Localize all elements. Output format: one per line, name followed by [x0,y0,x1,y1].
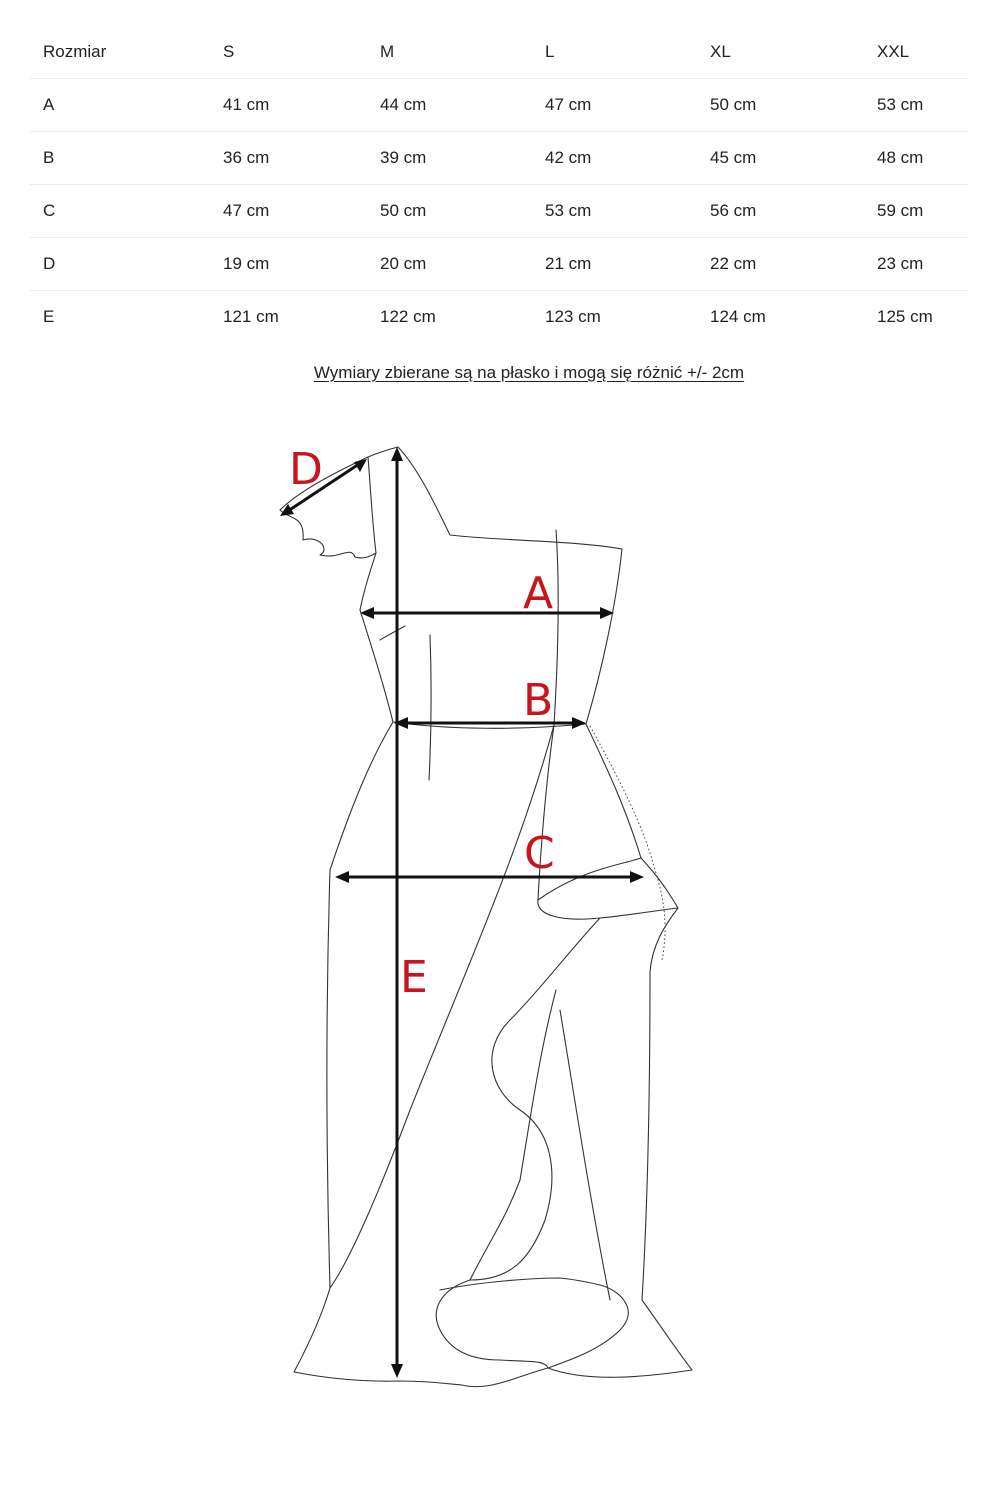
table-cell: 123 cm [545,307,601,326]
drape-inner [538,725,678,919]
measurement-label: E [43,307,55,326]
table-cell: 22 cm [710,238,877,291]
label-b: B [523,675,554,726]
ruffle-cascade [436,858,641,1368]
arrowhead [335,871,349,883]
table-cell: 45 cm [710,132,877,185]
label-d: D [289,444,323,495]
measurement-label: B [30,132,223,185]
table-cell: 20 cm [380,238,545,291]
table-cell: 39 cm [380,132,545,185]
arrowhead [391,447,403,461]
table-cell: 121 cm [223,307,279,326]
table-cell: 21 cm [545,238,710,291]
table-cell: 23 cm [877,238,968,291]
dart-line [429,635,431,780]
table-cell: 59 cm [877,185,968,238]
table-cell: 50 cm [380,185,545,238]
table-cell: 44 cm [380,79,545,132]
header-cell-xl: XL [710,26,877,79]
table-cell: 53 cm [877,79,968,132]
ruffle-inner [470,990,610,1300]
table-cell: 50 cm [710,79,877,132]
dart-short [380,626,405,640]
measurement-note: Wymiary zbierane są na płasko i mogą się różnić +/- 2cm [313,363,745,382]
header-cell-m: M [380,26,545,79]
header-cell-s: S [223,26,380,79]
header-cell-xxl: XXL [877,26,968,79]
measurement-arrows [280,447,644,1378]
table-cell: 125 cm [877,307,933,326]
measurement-label: A [30,79,223,132]
header-cell-l: L [545,26,710,79]
bodice-seam [554,530,558,725]
table-cell: 122 cm [380,307,436,326]
arrowhead [630,871,644,883]
table-cell: 56 cm [710,185,877,238]
arrowhead [391,1364,403,1378]
dress-outline [280,447,692,1387]
label-c: C [524,828,555,879]
table-cell: 48 cm [877,132,968,185]
table-cell: 53 cm [545,185,710,238]
table-cell: 19 cm [223,238,380,291]
table-cell: 36 cm [223,132,380,185]
table-cell: 42 cm [545,132,710,185]
side-seam-dotted [590,726,665,960]
measurement-label: D [30,238,223,291]
table-cell: 124 cm [710,307,766,326]
label-e: E [400,952,428,1003]
table-cell: 41 cm [223,79,380,132]
table-cell: 47 cm [223,185,380,238]
header-cell-size: Rozmiar [30,26,223,79]
hem-lines [440,1278,600,1290]
drape-front [330,725,554,1288]
arrowhead [572,717,586,729]
table-cell: 47 cm [545,79,710,132]
label-a: A [523,568,554,619]
measurement-label: C [30,185,223,238]
